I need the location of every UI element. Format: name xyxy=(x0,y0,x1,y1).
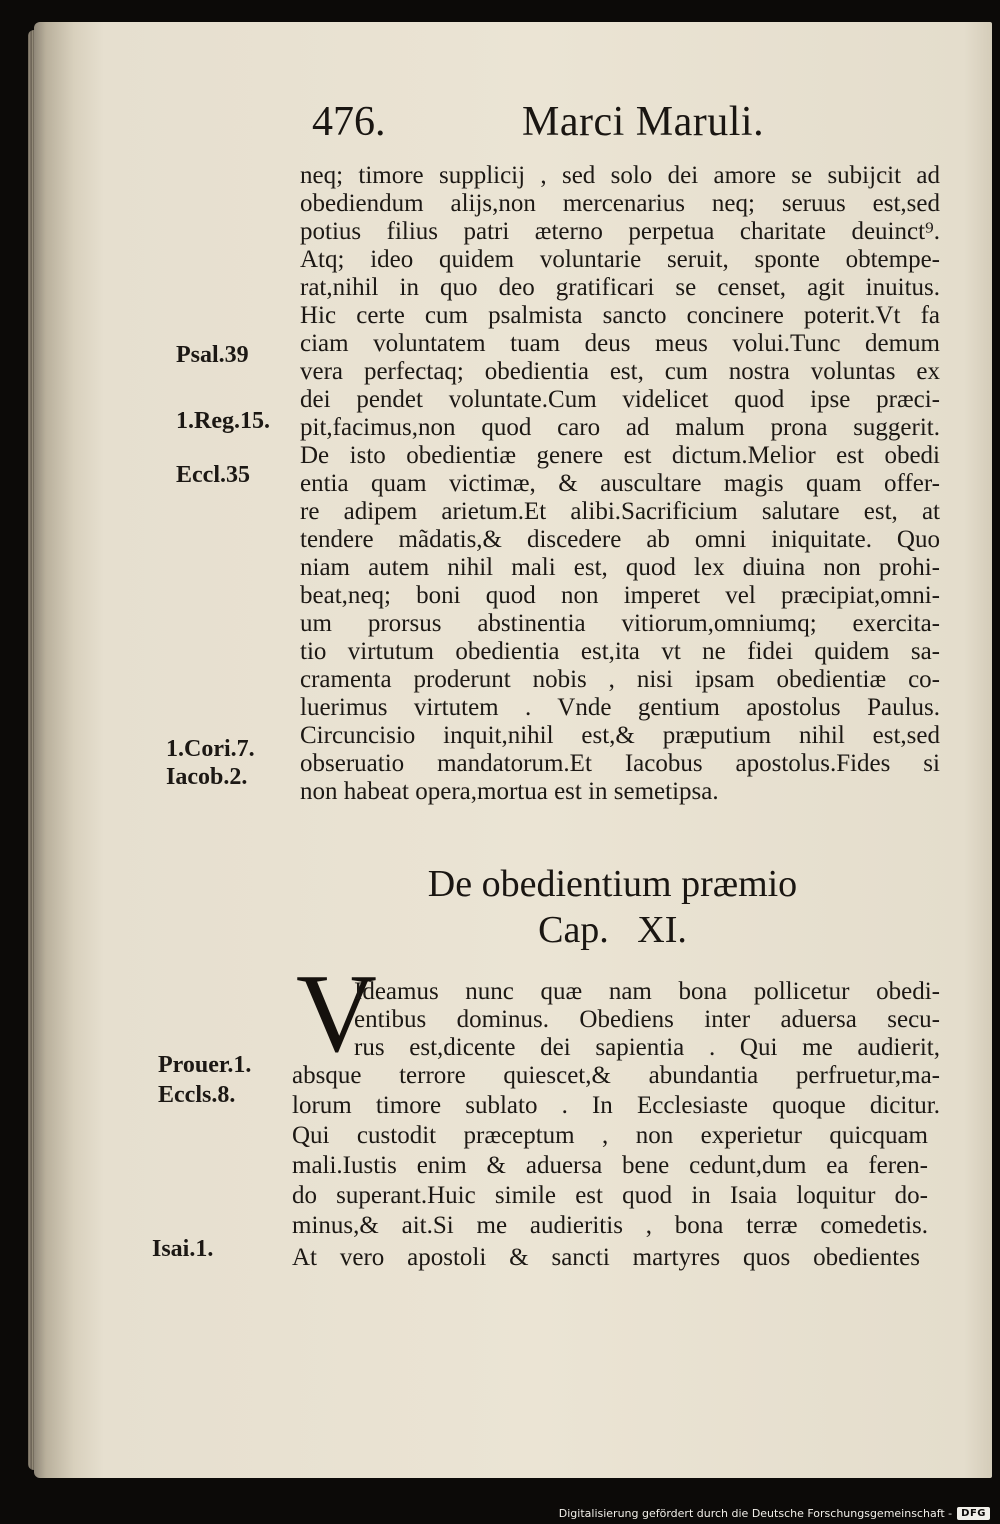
text-line: Atq; ideo quidem voluntarie seruit, sponte obtempe- xyxy=(300,246,940,273)
chapter-number: Cap. XI. xyxy=(538,909,687,951)
text-line: obseruatio mandatorum.Et Iacobus apostolus.Fides si xyxy=(300,750,940,777)
text-line: cramenta proderunt nobis , nisi ipsam obedientiæ co- xyxy=(300,666,940,693)
dfg-logo: DFG xyxy=(957,1507,990,1520)
text-line: Qui custodit præceptum , non experietur quicquam xyxy=(292,1122,928,1149)
margin-note-cori: 1.Cori.7. xyxy=(166,736,255,762)
digitization-credit xyxy=(559,1507,990,1520)
margin-note-isai: Isai.1. xyxy=(152,1236,214,1262)
text-line: luerimus virtutem . Vnde gentium apostolus Paulus. xyxy=(300,694,940,721)
text-line: re adipem arietum.Et alibi.Sacrificium salutare est, at xyxy=(300,498,940,525)
text-line: De isto obedientiæ genere est dictum.Melior est obedi xyxy=(300,442,940,469)
margin-note-reg: 1.Reg.15. xyxy=(176,408,270,434)
text-line: minus,& ait.Si me audieritis , bona terræ comedetis. xyxy=(292,1212,928,1239)
text-line: Hic certe cum psalmista sancto concinere poterit.Vt fa xyxy=(300,302,940,329)
text-line: tio virtutum obedientia est,ita vt ne fidei quidem sa- xyxy=(300,638,940,665)
text-line: lorum timore sublato . In Ecclesiaste quoque dicitur. xyxy=(292,1092,940,1119)
text-line: ciam voluntatem tuam deus meus volui.Tunc demum xyxy=(300,330,940,357)
text-line: um prorsus abstinentia vitiorum,omniumq; exercita- xyxy=(300,610,940,637)
text-line: At vero apostoli & sancti martyres quos obedientes xyxy=(292,1244,920,1271)
running-title: Marci Maruli. xyxy=(522,99,765,145)
page-header xyxy=(0,98,1000,158)
chapter-title: De obedientium præmio xyxy=(427,863,798,905)
margin-note-eccls: Eccls.8. xyxy=(158,1082,236,1108)
text-line: Circuncisio inquit,nihil est,& præputium nihil est,sed xyxy=(300,722,940,749)
text-line: rus est,dicente dei sapientia . Qui me audierit, xyxy=(354,1034,940,1061)
page-number: 476. xyxy=(312,99,386,145)
text-line: potius filius patri æterno perpetua charitate deuinct⁹. xyxy=(300,218,940,245)
text-line: pit,facimus,non quod caro ad malum prona suggerit. xyxy=(300,414,940,441)
text-line: tendere mãdatis,& discedere ab omni iniquitate. Quo xyxy=(300,526,940,553)
drop-cap: V xyxy=(296,952,377,1076)
text-line: absque terrore quiescet,& abundantia perfruetur,ma- xyxy=(292,1062,940,1089)
text-line: do superant.Huic simile est quod in Isaia loquitur do- xyxy=(292,1182,928,1209)
text-line: Ideamus nunc quæ nam bona pollicetur obedi- xyxy=(354,978,940,1005)
text-line: non habeat opera,mortua est in semetipsa. xyxy=(300,778,719,805)
text-line: entia quam victimæ, & auscultare magis quam offer- xyxy=(300,470,940,497)
text-line: niam autem nihil mali est, quod lex diuina non prohi- xyxy=(300,554,940,581)
credit-text: Digitalisierung gefördert durch die Deutsche Forschungsgemeinschaft - xyxy=(558,1507,953,1520)
margin-note-iacob: Iacob.2. xyxy=(166,764,248,790)
margin-note-prouer: Prouer.1. xyxy=(158,1052,252,1078)
text-line: obediendum alijs,non mercenarius neq; seruus est,sed xyxy=(300,190,940,217)
margin-note-psal: Psal.39 xyxy=(176,342,249,368)
text-line: mali.Iustis enim & aduersa bene cedunt,dum ea feren- xyxy=(292,1152,928,1179)
margin-note-eccl: Eccl.35 xyxy=(176,462,250,488)
text-line: beat,neq; boni quod non imperet vel præcipiat,omni- xyxy=(300,582,940,609)
text-line: vera perfectaq; obedientia est, cum nostra voluntas ex xyxy=(300,358,940,385)
text-line: entibus dominus. Obediens inter aduersa secu- xyxy=(354,1006,940,1033)
text-line: neq; timore supplicij , sed solo dei amore se subijcit ad xyxy=(300,162,940,189)
text-line: rat,nihil in quo deo gratificari se censet, agit inuitus. xyxy=(300,274,940,301)
text-line: dei pendet voluntate.Cum videlicet quod ipse præci- xyxy=(300,386,940,413)
